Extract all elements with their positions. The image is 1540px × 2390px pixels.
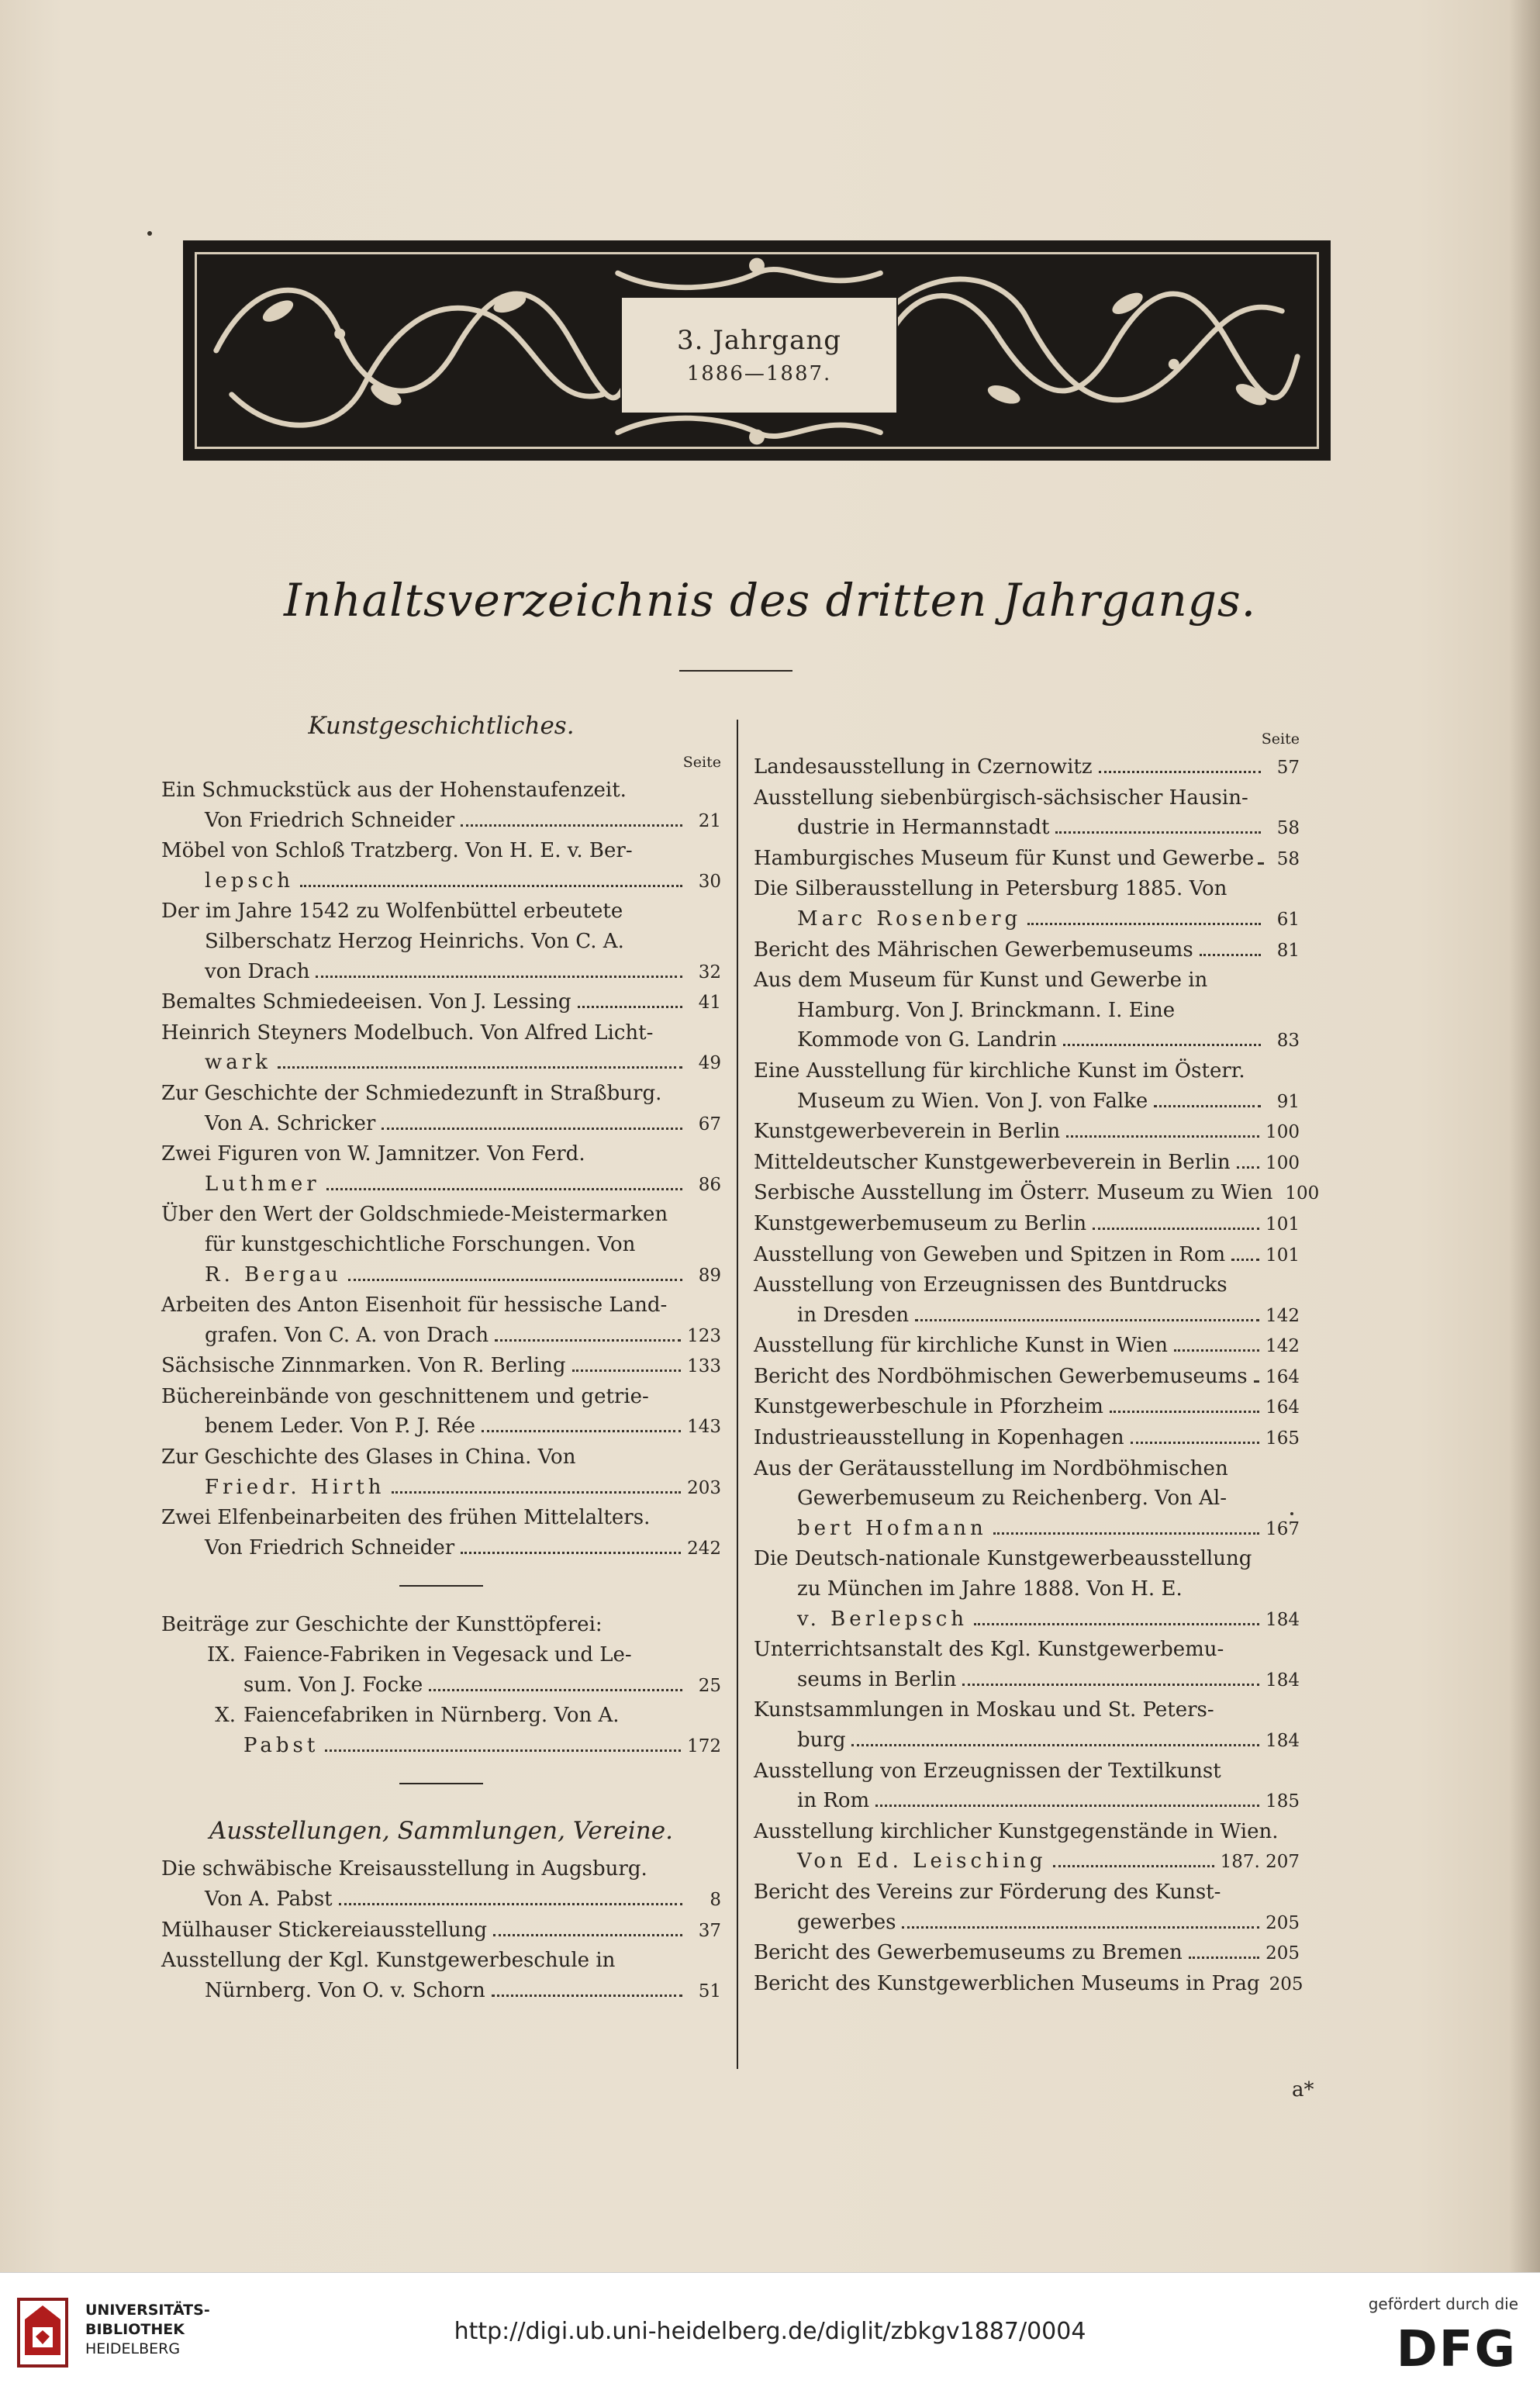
toc-entry[interactable] — [161, 1442, 721, 1503]
page-number: 8 — [710, 1890, 721, 1910]
entry-title-cont: in Dresden — [797, 1303, 910, 1327]
dot-leader — [1110, 1411, 1259, 1413]
toc-entry[interactable] — [161, 836, 721, 896]
title-rule — [679, 670, 792, 672]
dot-leader — [902, 1926, 1259, 1929]
page-number: 172 — [687, 1736, 721, 1756]
dot-leader — [1200, 954, 1261, 956]
entry-author: Marc Rosenberg — [797, 907, 1022, 931]
page-number: 123 — [687, 1325, 721, 1346]
entry-author: Museum zu Wien. Von J. von Falke — [797, 1089, 1148, 1113]
page-number: 100 — [1265, 1152, 1300, 1173]
dot-leader — [851, 1744, 1259, 1746]
page-number: 61 — [1276, 909, 1300, 930]
entry-title: Unterrichtsanstalt des Kgl. Kunstgewerbemu- — [754, 1638, 1224, 1662]
dot-leader — [495, 1339, 681, 1342]
toc-entry[interactable] — [754, 1877, 1300, 1938]
entry-title: Aus dem Museum für Kunst und Gewerbe in — [754, 969, 1208, 993]
entry-title: Arbeiten des Anton Eisenhoit für hessische Land- — [161, 1293, 668, 1318]
entry-title: Ausstellung von Geweben und Spitzen in Rom — [754, 1242, 1226, 1266]
entry-title-cont: Gewerbemuseum zu Reichenberg. Von Al- — [797, 1487, 1228, 1511]
entry-title: Kunstsammlungen in Moskau und St. Peters- — [754, 1698, 1214, 1722]
entry-author: Von Friedrich Schneider — [205, 1535, 455, 1559]
entry-author: v. Berlepsch — [797, 1607, 969, 1631]
entry-title: Heinrich Steyners Modelbuch. Von Alfred Licht- — [161, 1021, 654, 1045]
page-number: 142 — [1265, 1336, 1300, 1357]
toc-entry[interactable] — [754, 1635, 1300, 1695]
entry-title: Aus der Gerätausstellung im Nordböhmischen — [754, 1456, 1228, 1480]
entry-title: Ausstellung siebenbürgisch-sächsischer Hausin- — [754, 786, 1248, 810]
entry-title: Serbische Ausstellung im Österr. Museum zu Wien — [754, 1181, 1273, 1205]
dot-leader — [300, 885, 682, 887]
entry-title-cont: für kunstgeschichtliche Forschungen. Von — [205, 1232, 636, 1256]
entry-title-cont: zu München im Jahre 1888. Von H. E. — [797, 1577, 1183, 1601]
toc-entry[interactable] — [754, 1270, 1300, 1331]
page-number: 83 — [1276, 1031, 1300, 1052]
page-number: 67 — [698, 1114, 721, 1135]
entry-title: Bericht des Kunstgewerblichen Museums in Prag — [754, 1971, 1260, 1995]
dot-leader — [1260, 862, 1261, 865]
page-number: 58 — [1276, 848, 1300, 869]
page-number: 101 — [1265, 1214, 1300, 1235]
volume-label: 3. Jahrgang — [677, 325, 841, 356]
toc-entry[interactable] — [161, 1200, 721, 1290]
entry-title: Mülhauser Stickereiausstellung — [161, 1918, 488, 1942]
entry-author: Pabst — [243, 1733, 319, 1757]
entry-author: bert Hofmann — [797, 1516, 987, 1540]
entry-title: Kunstgewerbeschule in Pforzheim — [754, 1395, 1103, 1419]
toc-entry[interactable] — [754, 1240, 1300, 1271]
entry-title: Faience-Fabriken in Vegesack und Le- — [243, 1643, 632, 1667]
entry-title: Hamburgisches Museum für Kunst und Gewerbe — [754, 846, 1255, 870]
toc-entry[interactable] — [754, 1117, 1300, 1148]
dot-leader — [278, 1066, 682, 1069]
entry-author: lepsch — [205, 869, 294, 893]
section-rule — [399, 1783, 483, 1784]
entry-author: R. Bergau — [205, 1262, 342, 1287]
toc-entry[interactable] — [754, 1969, 1303, 2000]
roman-numeral: X. — [215, 1704, 236, 1728]
toc-entry[interactable] — [161, 896, 721, 987]
toc-entry[interactable] — [754, 1544, 1300, 1635]
entry-author: sum. Von J. Focke — [243, 1673, 423, 1697]
toc-entry[interactable] — [161, 1382, 721, 1442]
library-line: HEIDELBERG — [85, 2340, 181, 2357]
dot-leader — [392, 1491, 682, 1494]
dot-leader — [1027, 923, 1261, 925]
page-number: 164 — [1265, 1366, 1300, 1387]
page-number: 142 — [1265, 1305, 1300, 1326]
entry-title: Möbel von Schloß Tratzberg. Von H. E. v. Ber- — [161, 839, 633, 863]
page-number: 100 — [1285, 1183, 1320, 1204]
dot-leader — [316, 976, 682, 978]
dot-leader — [1174, 1349, 1259, 1352]
page-number: 89 — [698, 1265, 721, 1286]
toc-entry[interactable] — [754, 965, 1300, 1056]
roman-numeral: IX. — [206, 1643, 236, 1667]
entry-title: Eine Ausstellung für kirchliche Kunst im Österr. — [754, 1059, 1245, 1083]
page-number: 37 — [698, 1920, 721, 1941]
seite-label: Seite — [1261, 730, 1300, 748]
entry-author: Von A. Schricker — [205, 1111, 376, 1135]
toc-entry[interactable] — [754, 1209, 1300, 1240]
entry-title: Ausstellung von Erzeugnissen der Textilkunst — [754, 1759, 1221, 1783]
signature-mark: a* — [1292, 2078, 1314, 2102]
page-number: 32 — [698, 962, 721, 983]
entry-title: Mitteldeutscher Kunstgewerbeverein in Berlin — [754, 1150, 1231, 1174]
dot-leader — [1093, 1228, 1259, 1230]
entry-author: Von Ed. Leisching — [797, 1849, 1047, 1874]
entry-author: Nürnberg. Von O. v. Schorn — [205, 1978, 485, 2002]
toc-entry[interactable] — [754, 874, 1300, 934]
dot-leader — [482, 1430, 681, 1432]
entry-title-cont: Hamburg. Von J. Brinckmann. I. Eine — [797, 998, 1176, 1022]
dot-leader — [1254, 1380, 1260, 1383]
page-number: 21 — [698, 810, 721, 831]
dot-leader — [1237, 1166, 1260, 1169]
seite-label: Seite — [682, 754, 721, 771]
dot-leader — [1131, 1442, 1259, 1444]
dot-leader — [325, 1749, 681, 1752]
toc-entry[interactable] — [754, 844, 1300, 875]
dot-leader — [915, 1319, 1259, 1321]
viewer-footer — [0, 2272, 1540, 2390]
dot-leader — [993, 1532, 1259, 1535]
page-number: 203 — [687, 1477, 721, 1498]
entry-title: Bericht des Vereins zur Förderung des Kunst- — [754, 1880, 1221, 1904]
page-number: 187. 207 — [1220, 1852, 1300, 1873]
entry-title-cont: Kommode von G. Landrin — [797, 1028, 1058, 1052]
entry-title: Landesausstellung in Czernowitz — [754, 755, 1093, 779]
entry-title: Die schwäbische Kreisausstellung in Augsburg. — [161, 1857, 647, 1881]
page-number: 205 — [1265, 1943, 1300, 1964]
dot-leader — [974, 1623, 1259, 1625]
entry-title: Ausstellung von Erzeugnissen des Buntdrucks — [754, 1273, 1228, 1297]
toc-entry[interactable] — [754, 1756, 1300, 1817]
toc-entry[interactable] — [161, 775, 721, 836]
page-number: 100 — [1265, 1122, 1300, 1143]
entry-author: Friedr. Hirth — [205, 1475, 385, 1499]
page-number: 185 — [1265, 1791, 1300, 1812]
toc-entry[interactable] — [161, 1701, 721, 1761]
section-heading-ausstellungen: Ausstellungen, Sammlungen, Vereine. — [209, 1817, 673, 1846]
entry-title: Ausstellung kirchlicher Kunstgegenstände in Wien. — [754, 1819, 1279, 1843]
dot-leader — [339, 1903, 682, 1905]
entry-title: Die Silberausstellung in Petersburg 1885. Von — [754, 877, 1228, 901]
right-column — [754, 726, 1320, 1999]
page-number: 167 — [1265, 1518, 1300, 1539]
page-number: 91 — [1276, 1091, 1300, 1112]
dot-leader — [348, 1279, 682, 1281]
page-number: 143 — [687, 1417, 721, 1438]
dot-leader — [326, 1188, 682, 1190]
dot-leader — [1231, 1259, 1259, 1261]
dot-leader — [382, 1128, 682, 1130]
page-number: 81 — [1276, 940, 1300, 961]
toc-entry[interactable] — [161, 1946, 721, 2006]
entry-title: Zur Geschichte der Schmiedezunft in Straßburg. — [161, 1081, 662, 1105]
entry-title: Bericht des Mährischen Gewerbemuseums — [754, 938, 1193, 962]
subsection-heading: Beiträge zur Geschichte der Kunsttöpferei: — [161, 1613, 603, 1637]
entry-title: Bericht des Gewerbemuseums zu Bremen — [754, 1941, 1183, 1965]
toc-entry[interactable] — [754, 1331, 1300, 1362]
toc-entry[interactable] — [754, 752, 1300, 783]
page-number: 25 — [698, 1675, 721, 1696]
dot-leader — [962, 1684, 1259, 1686]
left-column — [161, 703, 721, 2006]
dfg-logo[interactable]: DFG — [1396, 2321, 1517, 2378]
entry-author: Von A. Pabst — [205, 1887, 333, 1911]
entry-title-cont: burg — [797, 1729, 846, 1752]
entry-title-cont: in Rom — [797, 1789, 870, 1813]
dot-leader — [572, 1369, 682, 1372]
entry-title: Kunstgewerbemuseum zu Berlin — [754, 1211, 1087, 1235]
page-number: 133 — [687, 1356, 721, 1377]
section-heading-kunstgeschichtliches: Kunstgeschichtliches. — [308, 712, 575, 740]
entry-title: Faiencefabriken in Nürnberg. Von A. — [243, 1704, 620, 1728]
page-number: 164 — [1265, 1397, 1300, 1418]
entry-title: Zwei Figuren von W. Jamnitzer. Von Ferd. — [161, 1142, 585, 1166]
page-number: 205 — [1269, 1974, 1303, 1995]
page-edge-shadow — [1509, 0, 1540, 2272]
toc-entry[interactable] — [161, 1915, 721, 1946]
dot-leader — [1066, 1135, 1259, 1138]
speck-mark — [147, 231, 152, 236]
toc-entry[interactable] — [161, 1018, 721, 1079]
dot-leader — [493, 1934, 682, 1936]
entry-title: Zwei Elfenbeinarbeiten des frühen Mittelalters. — [161, 1506, 651, 1530]
toc-entry[interactable] — [754, 1178, 1320, 1209]
dot-leader — [1053, 1865, 1214, 1867]
entry-title-cont: seums in Berlin — [797, 1667, 957, 1691]
dot-leader — [492, 1995, 682, 1997]
toc-entry[interactable] — [754, 1148, 1300, 1179]
page-number: 165 — [1265, 1428, 1300, 1449]
page-number: 86 — [698, 1174, 721, 1195]
funding-note: gefördert durch die — [1368, 2295, 1518, 2313]
toc-entry[interactable] — [754, 1392, 1300, 1423]
volume-years: 1886—1887. — [686, 362, 832, 385]
page-number: 184 — [1265, 1609, 1300, 1630]
dot-leader — [1154, 1105, 1261, 1107]
toc-entry[interactable] — [754, 1056, 1300, 1117]
entry-title: Sächsische Zinnmarken. Von R. Berling — [161, 1354, 566, 1378]
entry-title: Ausstellung der Kgl. Kunstgewerbeschule in — [161, 1949, 616, 1973]
page-number: 184 — [1265, 1731, 1300, 1751]
entry-author: Von Friedrich Schneider — [205, 808, 455, 832]
entry-title: Kunstgewerbeverein in Berlin — [754, 1120, 1061, 1144]
entry-title: Der im Jahre 1542 zu Wolfenbüttel erbeutete — [161, 900, 623, 924]
dot-leader — [1063, 1044, 1261, 1046]
dot-leader — [461, 824, 682, 827]
toc-entry[interactable] — [754, 1695, 1300, 1756]
entry-title-cont: Silberschatz Herzog Heinrichs. Von C. A. — [205, 929, 624, 953]
toc-entry[interactable] — [161, 1139, 721, 1200]
entry-title: Bemaltes Schmiedeeisen. Von J. Lessing — [161, 990, 571, 1014]
dot-leader — [1055, 831, 1261, 834]
page-number: 57 — [1276, 758, 1300, 778]
toc-entry[interactable] — [754, 783, 1300, 844]
entry-author: grafen. Von C. A. von Drach — [205, 1323, 489, 1347]
toc-entry[interactable] — [754, 1938, 1300, 1969]
page-number: 49 — [698, 1053, 721, 1074]
library-line: UNIVERSITÄTS- — [85, 2302, 210, 2319]
page-number: 41 — [698, 993, 721, 1014]
toc-entry[interactable] — [754, 1423, 1300, 1454]
entry-title: Industrieausstellung in Kopenhagen — [754, 1426, 1124, 1450]
page-number: 51 — [698, 1981, 721, 2001]
toc-entry[interactable] — [754, 935, 1300, 966]
dot-leader — [1099, 771, 1261, 773]
entry-title: Ausstellung für kirchliche Kunst in Wien — [754, 1334, 1168, 1358]
toc-entry[interactable] — [161, 1640, 721, 1701]
page-number: 242 — [687, 1538, 721, 1559]
page-number: 58 — [1276, 818, 1300, 839]
entry-title: Bericht des Nordböhmischen Gewerbemuseums — [754, 1364, 1248, 1388]
entry-author: von Drach — [205, 959, 310, 983]
entry-author: wark — [205, 1051, 271, 1075]
dot-leader — [875, 1805, 1259, 1807]
toc-entry[interactable] — [161, 1503, 721, 1563]
toc-entry[interactable] — [161, 1290, 721, 1351]
toc-entry[interactable] — [754, 1454, 1300, 1545]
entry-title-cont: gewerbes — [797, 1910, 896, 1934]
source-url-link[interactable]: http://digi.ub.uni-heidelberg.de/diglit/zbkgv1887/0004 — [454, 2318, 1086, 2345]
entry-title: Ein Schmuckstück aus der Hohenstaufenzeit. — [161, 779, 627, 802]
dot-leader — [429, 1689, 682, 1691]
entry-title: Über den Wert der Goldschmiede-Meistermarken — [161, 1203, 668, 1227]
toc-entry[interactable] — [161, 1351, 721, 1382]
dot-leader — [461, 1552, 681, 1554]
toc-entry[interactable] — [754, 1817, 1300, 1877]
toc-entry[interactable] — [754, 1362, 1300, 1393]
library-line: BIBLIOTHEK — [85, 2321, 185, 2338]
toc-entry[interactable] — [161, 987, 721, 1018]
banner-cartouche — [620, 296, 898, 414]
entry-author: Luthmer — [205, 1172, 320, 1196]
toc-entry[interactable] — [161, 1854, 721, 1915]
entry-title: Die Deutsch-nationale Kunstgewerbeausstellung — [754, 1547, 1252, 1571]
toc-entry[interactable] — [161, 1079, 721, 1139]
entry-title: Büchereinbände von geschnittenem und getrie- — [161, 1384, 649, 1408]
page-title: Inhaltsverzeichnis des dritten Jahrgangs. — [283, 574, 1257, 627]
section-rule — [399, 1585, 483, 1587]
dot-leader — [1189, 1957, 1259, 1959]
page-number: 101 — [1265, 1245, 1300, 1266]
column-divider — [737, 720, 738, 2069]
page-number: 184 — [1265, 1670, 1300, 1691]
dot-leader — [578, 1006, 682, 1008]
page-number: 205 — [1265, 1912, 1300, 1933]
entry-title-cont: dustrie in Hermannstadt — [797, 816, 1050, 840]
entry-title: Zur Geschichte des Glases in China. Von — [161, 1445, 576, 1470]
page-number: 30 — [698, 871, 721, 892]
entry-author: benem Leder. Von P. J. Rée — [205, 1414, 475, 1438]
